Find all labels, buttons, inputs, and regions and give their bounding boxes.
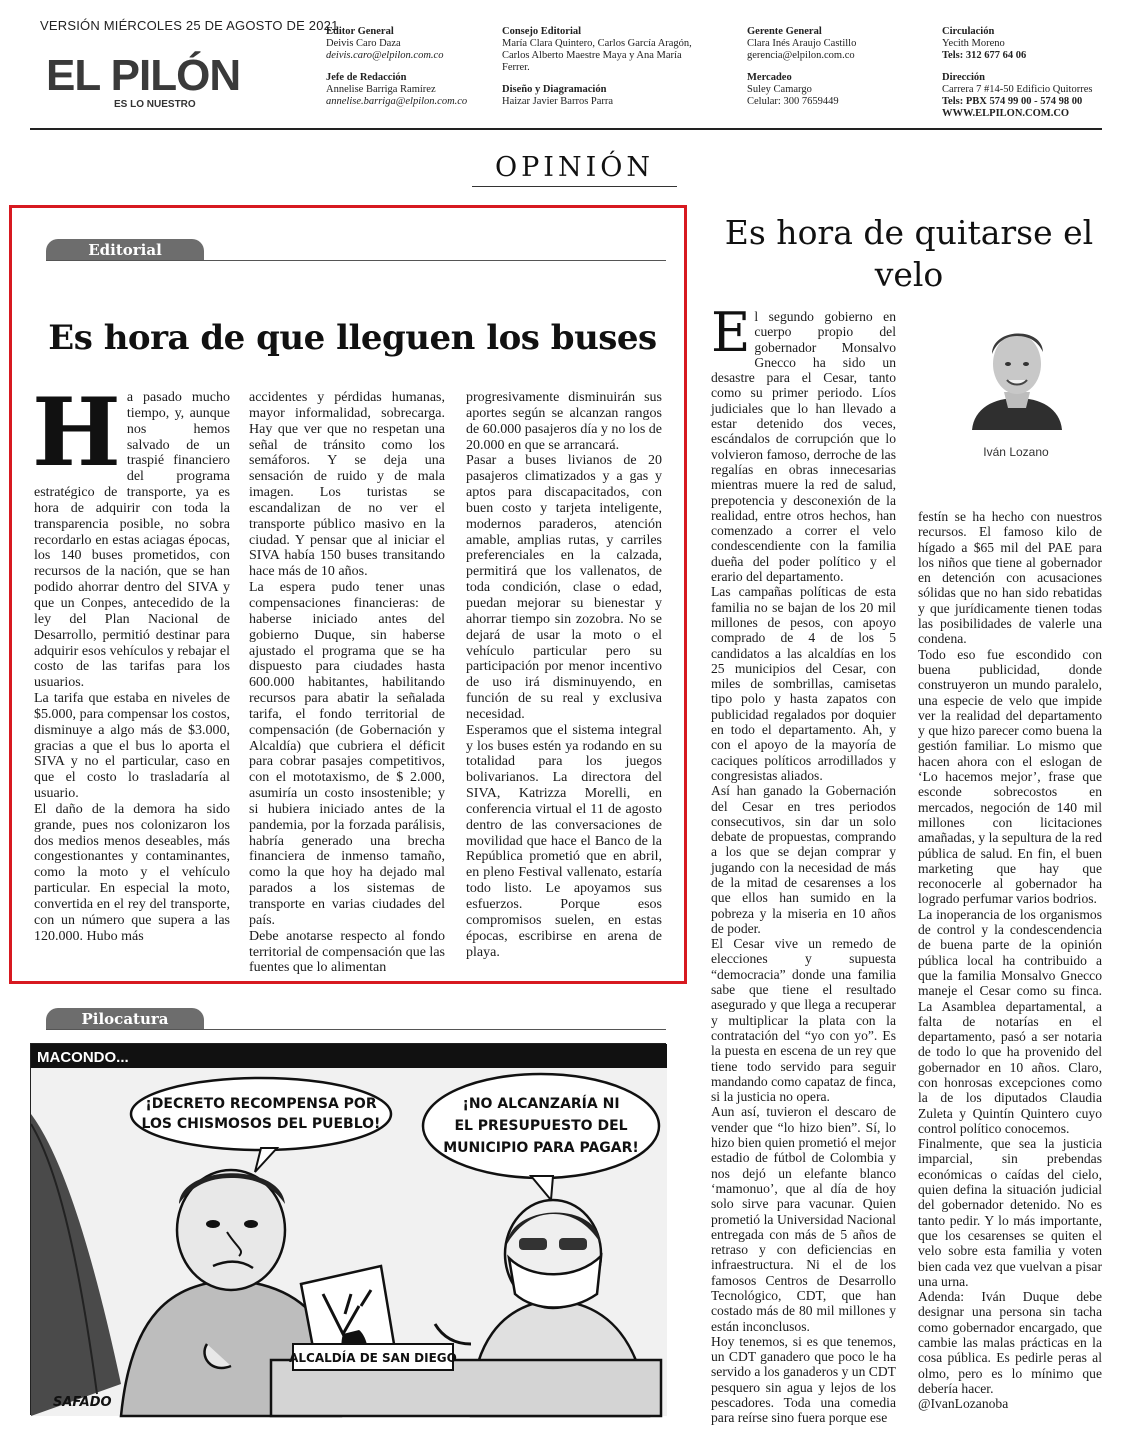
political-cartoon [30, 1043, 666, 1415]
opinion-paragraph: Las campañas políticas de esta familia no se bajan de los 20 mil millones de pesos, con apoyo comprado de 4 de los 5 candidatos a las alcaldías en los 25 municipios del Cesar, con miles de sombrillas, camisetas tipo polo y hasta zapatos con publicidad regalados por doquier en todo el departamento. Ah, y con el apoyo de la mayoría de caciques políticos arrodillados y congresistas aliados. [711, 584, 896, 783]
editorial-tag: Editorial [46, 239, 204, 261]
cartoon-bubble-text: ¡DECRETO RECOMPENSA POR [145, 1096, 377, 1112]
staff-column-contacto [942, 26, 1092, 120]
masthead [30, 14, 1102, 130]
editorial-column-1 [32, 378, 230, 950]
staff-address: Carrera 7 #14-50 Edificio Quitorres [942, 84, 1093, 95]
staff-name: Yecith Moreno [942, 38, 1005, 49]
editorial-paragraph: La espera pudo tener unas compensaciones financieras: de haberse iniciado antes del gobierno Duque, sin haberse ajustado el programa que se ha dispuesto para ciudades hasta 600.000 habitantes, habilitando recursos para abatir la señalada tarifa, el fondo territorial de compensación (de Gobernación y Alcaldía) que cubriera el déficit para cobrar pasajes competitivos, con el mototaxismo, de $ 2.000, asumiría un costo insostenible; y si hubiera iniciado antes de la pandemia, por la forzada parálisis, habría generado una brecha financiera de inmenso tamaño, como la que hoy ha dejado mal parados a los sistemas de transporte en varias ciudades del país. [249, 580, 445, 928]
staff-title: Circulación [942, 26, 995, 37]
staff-title: Mercadeo [747, 72, 792, 83]
newspaper-slogan: ES LO NUESTRO [114, 99, 196, 110]
staff-name: María Clara Quintero, Carlos García Aragón, [502, 38, 692, 49]
pilocatura-tag: Pilocatura [46, 1008, 204, 1030]
staff-email: deivis.caro@elpilon.com.co [326, 50, 444, 61]
staff-name: Suley Camargo [747, 84, 812, 95]
cartoon-bubble-text: ¡NO ALCANZARÍA NI [462, 1096, 620, 1112]
cartoonist-signature: SAFADO [53, 1395, 112, 1410]
opinion-headline [700, 212, 1118, 296]
cartoon-bubble-text: EL PRESUPUESTO DEL [454, 1118, 628, 1134]
opinion-paragraph: Así han ganado la Gobernación del Cesar en tres periodos consecutivos, sin dar un solo debate de propuestas, comprando a los que se dejan comprar y jugando con la necesidad de más de la mitad de cesarenses a los que ellos han sumido en la pobreza y la miseria en 10 años de poder. [711, 783, 896, 936]
opinion-column-1 [711, 301, 896, 1426]
editorial-tag-rule [46, 260, 666, 261]
editorial-paragraph: Pasar a buses livianos de 20 pasajeros climatizados y a gas y aptos para discapacitados, con buen costo y tarjeta inteligente, modernos paraderos, atención amable, amplias rutas, y carriles preferenciales en la calzada, permitirá que los vallenatos, de toda condición, clase o edad, puedan mejorar su bienestar y ahorrar tiempo sin zozobra. No se dejará de usar la moto o el vehículo particular pero su participación por menor incentivo de uso irá disminuyendo, en función de su real y exclusiva necesidad. [466, 453, 662, 722]
opinion-paragraph: festín se ha hecho con nuestros recursos. El famoso kilo de hígado a $65 mil del PAE para los niños que tiene al gobernador en detención con acusaciones sólidas que no han sido rebatidas y que jurídicamente tienen todas las posibilidades de valerle una condena. [918, 509, 1102, 647]
opinion-headline-line: Es hora de quitarse el [724, 213, 1094, 252]
editorial-headline: Es hora de que lleguen los buses [48, 318, 657, 358]
opinion-paragraph: Todo eso fue escondido con buena publicidad, donde construyeron un mundo paralelo, una especie de velo que impide ver la realidad del departamento y que hizo parecer como buena la gestión familiar. Lo mismo que hacen ahora con el eslogan de ‘Lo hacemos mejor’, frase que esconde sobrecostos en mercados, negoción de 140 mil millones con licitaciones amañadas, y la sepultura de la red pública de salud. En fin, el buen marketing que hay que reconocerle al gobernador ha logrado perfumar varios bodrios. [918, 646, 1102, 907]
cartoon-bubble-text: MUNICIPIO PARA PAGAR! [443, 1140, 639, 1156]
editorial-paragraph: El daño de la demora ha sido grande, pues nos colonizaron los dos medios menos deseables, más congestionantes y contaminantes, como la moto y el vehículo particular. En especial la moto, convertida en el rey del transporte, con un número que supera a las 120.000. Hubo más [34, 801, 230, 944]
staff-column-gerencia [747, 26, 856, 108]
opinion-headline-line: velo [874, 255, 944, 294]
cartoon-bubble-text: LOS CHISMOSOS DEL PUEBLO! [141, 1116, 381, 1132]
editorial-paragraph: accidentes y pérdidas humanas, mayor informalidad, sobrecarga. Hay que ver que no respetan una señal de tránsito como los semáforos. Y se deja una sensación de ruido y de mala imagen. Los turistas se escandalizan de no ver el transporte público masivo en la ciudad. Y pensar que al iniciar el SIVA había 150 buses transitando hace más de 10 años. [249, 390, 445, 580]
opinion-paragraph: Adenda: Iván Duque debe designar una persona sin tacha como gobernador encargado, que cambie las malas prácticas en la cosa pública. Es pedirle peras al olmo, pero es lo mínimo que debería hacer. [918, 1289, 1102, 1396]
staff-name: Annelise Barriga Ramírez [326, 84, 436, 95]
opinion-paragraph: La inoperancia de los organismos de control y la condescendencia de buena parte de la opinión pública local ha contribuido a que la familia Monsalvo Gnecco maneje el Cesar como su finca. La Asamblea departamental, a falta de notarías en el departamento, pasó a ser notaria de todo lo que ha provenido del gobernador en 10 años. Claro, con honrosas excepciones como la de los diputados Claudia Zuleta y Quintín Quintero cuyo control político conocemos. [918, 906, 1102, 1136]
opinion-dropcap: E [711, 301, 751, 364]
staff-title: Jefe de Redacción [326, 72, 407, 83]
section-title: OPINIÓN [472, 152, 677, 187]
staff-name: Deivis Caro Daza [326, 38, 401, 49]
editorial-paragraph: Esperamos que el sistema integral y los buses estén ya rodando en su totalidad para los juegos bolivarianos. La directora del SIVA, Katrizza Morelli, en conferencia virtual el 11 de agosto dentro de las conversaciones de movilidad que hace el Banco de la República prometió que en abril, en pleno Festival vallenato, estaría todo listo. Le apoyamos sus esfuerzos. Porque esos compromisos suelen, en estas épocas, escribirse en arena de playa. [466, 722, 662, 960]
staff-title: Editor General [326, 26, 394, 37]
editorial-paragraph: La tarifa que estaba en niveles de $5.000, para compensar los costos, disminuye a algo más de $3.000, gracias a que el bus lo aporta el SIVA y no el particular, caso en que el costo lo trasladaría al usuario. [34, 691, 230, 802]
editorial-column-2 [249, 390, 445, 976]
staff-phone: Celular: 300 7659449 [747, 96, 839, 107]
opinion-paragraph: El Cesar vive un remedo de elecciones y supuesta “democracia” donde una familia sabe que tiene el resultado asegurado y que llega a recuperar y multiplicar la plata con la contratación del “yo con yo”. Es la puesta en escena de un rey que tiene todo servido para seguir mandando como capataz de finca, si la justicia no opera. [711, 936, 896, 1105]
opinion-column-2 [918, 509, 1102, 1415]
cartoon-strip-title: MACONDO... [37, 1049, 129, 1066]
pilocatura-tag-rule [46, 1029, 666, 1030]
staff-phone: Tels: PBX 574 99 00 - 574 98 00 [942, 96, 1083, 107]
author-handle: @IvanLozanoba [918, 1396, 1009, 1412]
staff-email: gerencia@elpilon.com.co [747, 50, 855, 61]
opinion-paragraph: Hoy tenemos, si es que tenemos, un CDT ganadero que poco le ha servido a los ganaderos y un CDT pesquero sin agua y lejos de los pescadores. Toda una comedia para reírse sino fuera porque ese [711, 1333, 896, 1426]
opinion-paragraph: Aun así, tuvieron el descaro de vender que “lo hizo bien”. Sí, lo hizo bien quien prometió el mejor estadio de fútbol de Colombia y nos dejó un elefante blanco ‘mamonuo’, que al día de hoy solo sirve para vacunar. Quien prometió la Universidad Nacional entregada con más de 5 años de retraso y con deficiencias en infraestructura. Ni el de los famosos Centros de Desarrollo Tecnológico, CDT, que han costado más de 80 mil millones y están inconclusos. [711, 1104, 896, 1334]
staff-name: Carlos Alberto Maestre Maya y Ana María [502, 50, 682, 61]
website-link[interactable]: WWW.ELPILON.COM.CO [942, 108, 1070, 119]
edition-date: VERSIÓN MIÉRCOLES 25 DE AGOSTO DE 2021 [40, 18, 339, 33]
cartoon-drawing [31, 1044, 667, 1416]
editorial-dropcap: H [32, 378, 121, 488]
staff-phone: Tels: 312 677 64 06 [942, 50, 1027, 61]
staff-name: Ferrer. [502, 62, 530, 73]
staff-column-consejo [502, 26, 692, 108]
staff-column-editors [326, 26, 467, 108]
editorial-paragraph: Debe anotarse respecto al fondo territorial de compensación que las fuentes que lo alimentan [249, 928, 445, 976]
editorial-paragraph: a pasado mucho tiempo, y, aunque nos hemos salvado de un traspié financiero del programa estratégico de transporte, ya es hora de adquirir con toda la transparencia posible, no sobra recordarlo en estas aciagas épocas, los 140 buses prometidos, con recursos de la nación, que se han podido ahorrar dentro del SIVA y que un Conpes, antecedido de la ley del Plan Nacional de Desarrollo, permitió destinar para adquirir esos vehículos y rebajar el costo de las tarifas para los usuarios. [34, 390, 230, 691]
editorial-paragraph: progresivamente disminuirán sus aportes según se alcanzan rangos de 60.000 pasajeros día y no los de 20.000 en que se arrancará. [466, 390, 662, 453]
newspaper-logo: EL PILÓN [46, 51, 241, 100]
staff-title: Gerente General [747, 26, 822, 37]
author-photo [964, 312, 1070, 430]
editorial-column-3 [466, 390, 662, 960]
cartoon-desk-sign: ALCALDÍA DE SAN DIEGO [289, 1351, 457, 1365]
staff-email: annelise.barriga@elpilon.com.co [326, 96, 468, 107]
staff-title: Consejo Editorial [502, 26, 582, 37]
staff-name: Clara Inés Araujo Castillo [747, 38, 857, 49]
author-name: Iván Lozano [983, 445, 1049, 459]
opinion-paragraph: l segundo gobierno en cuerpo propio del gobernador Monsalvo Gnecco ha sido un desastre para el Cesar, tanto como su primer periodo. Líos judiciales que lo han llevado a estar detenido dos veces, escándalos de corrupción que lo volvieron famoso, derroche de las regalías en obras innecesarias mientras muere la red de salud, prepotencia y desconexión de la realidad, entre otros hechos, han comenzado a correr el velo condescendiente con la familia dueña del poder político y el erario del departamento. [711, 309, 896, 585]
staff-title: Diseño y Diagramación [502, 84, 607, 95]
opinion-paragraph: Finalmente, que sea la justicia imparcial, sin prebendas económicas o caídas del cielo, quien defina la situación judicial del gobernador detenido. No es tanto pedir. Y lo más importante, que los cesarenses se quiten el velo sobre esta familia y voten bien cada vez que vuelvan a pisar una urna. [918, 1136, 1102, 1289]
staff-title: Dirección [942, 72, 985, 83]
staff-name: Haizar Javier Barros Parra [502, 96, 614, 107]
